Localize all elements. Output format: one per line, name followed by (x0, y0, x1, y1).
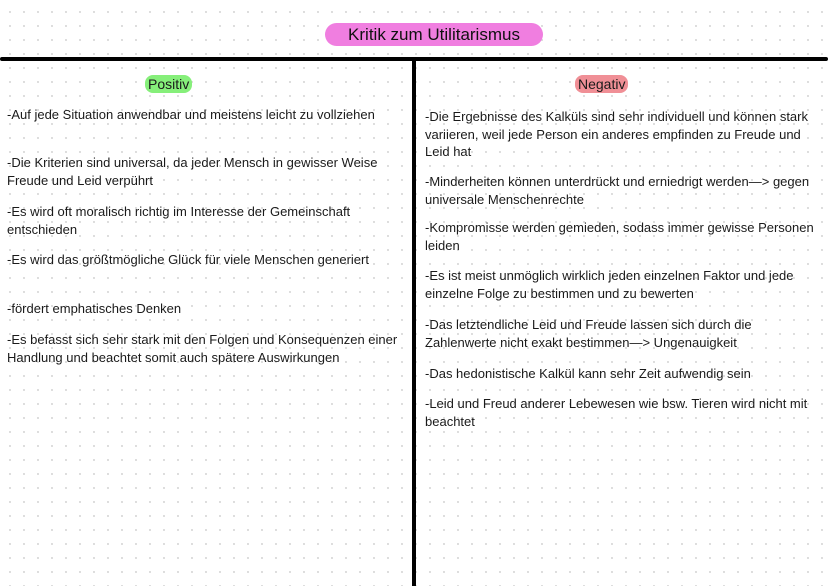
positive-item-2: -Die Kriterien sind universal, da jeder Mensch in gewisser Weise Freude und Leid verpührt (7, 155, 378, 188)
positive-item-6: -Es befasst sich sehr stark mit den Folgen und Konsequenzen einer Handlung und beachtet somit auch spätere Auswirkungen (7, 332, 398, 365)
negative-item-5: -Das letztendliche Leid und Freude lassen sich durch die Zahlenwerte nicht exakt bestimmen—> Ungenauigkeit (425, 317, 752, 350)
positive-item-5: -fördert emphatisches Denken (7, 301, 182, 316)
negative-heading: Negativ (575, 75, 628, 93)
positive-heading: Positiv (145, 75, 192, 93)
negative-item-4: -Es ist meist unmöglich wirklich jeden einzelnen Faktor und jede einzelne Folge zu bestimmen und zu bewerten (425, 268, 794, 301)
vertical-divider (412, 59, 416, 586)
negative-item-6: -Das hedonistische Kalkül kann sehr Zeit aufwendig sein (425, 366, 751, 381)
negative-item-1: -Die Ergebnisse des Kalküls sind sehr individuell und können stark variieren, weil jede Person ein anderes empfinden zu Freude und Leid hat (425, 109, 808, 159)
positive-item-4: -Es wird das größtmögliche Glück für viele Menschen generiert (7, 252, 369, 267)
page-title: Kritik zum Utilitarismus (325, 23, 543, 46)
positive-item-1: -Auf jede Situation anwendbar und meistens leicht zu vollziehen (7, 107, 375, 122)
positive-item-3: -Es wird oft moralisch richtig im Interesse der Gemeinschaft entschieden (7, 204, 351, 237)
negative-item-3: -Kompromisse werden gemieden, sodass immer gewisse Personen leiden (425, 220, 814, 253)
negative-item-7: -Leid und Freud anderer Lebewesen wie bsw. Tieren wird nicht mit beachtet (425, 396, 808, 429)
negative-item-2: -Minderheiten können unterdrückt und erniedrigt werden—> gegen universale Menschenrechte (425, 174, 810, 207)
